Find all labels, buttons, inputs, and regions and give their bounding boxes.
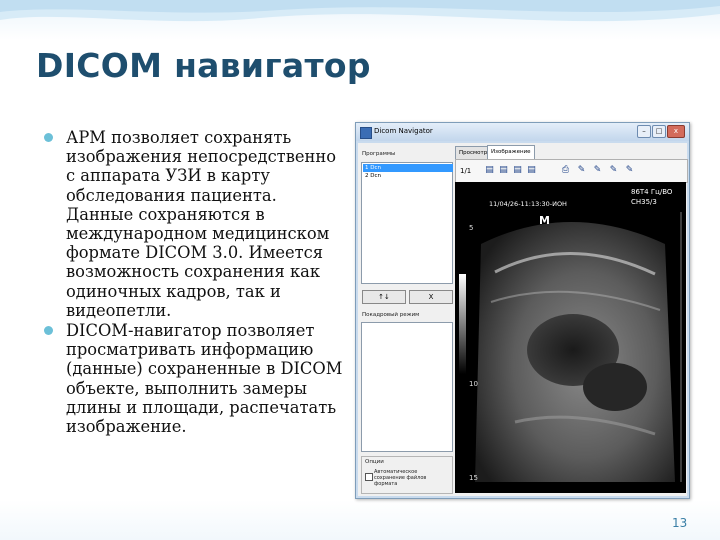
right-pane — [455, 146, 686, 494]
scan-parameters-1: 86Т4 Гц/BO — [631, 188, 673, 196]
slide-title: DICOM навигатор — [36, 46, 371, 85]
bullet-dot-icon — [44, 133, 53, 142]
bullet-dot-icon — [44, 326, 53, 335]
maximize-button[interactable]: □ — [652, 125, 666, 138]
autosave-label: Автоматическое сохранение файлов формата — [374, 469, 427, 487]
ultrasound-scan — [455, 182, 686, 493]
minimize-button[interactable]: – — [637, 125, 651, 138]
files-label: Программы — [362, 151, 396, 157]
bullet-item — [44, 321, 344, 436]
left-pane — [359, 146, 453, 494]
ultrasound-image[interactable] — [455, 182, 686, 493]
print-icon[interactable]: ⎙ — [561, 165, 570, 175]
frame-list[interactable] — [361, 322, 453, 452]
dicom-navigator-window — [355, 122, 690, 499]
remove-button[interactable]: X — [409, 290, 453, 304]
depth-label: 15 — [469, 474, 478, 482]
file-list[interactable] — [361, 162, 453, 284]
scan-header-text: 11/04/26-11:13:30-ИОН — [489, 200, 567, 208]
frames-label: Покадровый режим — [362, 312, 420, 318]
bullet-list — [44, 128, 344, 437]
move-up-button[interactable]: ↑↓ — [362, 290, 406, 304]
tab-image[interactable]: Изображение — [487, 145, 535, 160]
page-number: 13 — [672, 516, 688, 530]
window-title: Dicom Navigator — [374, 127, 433, 135]
window-titlebar — [356, 123, 689, 141]
tab-view[interactable]: Просмотр — [455, 146, 491, 160]
depth-label: 10 — [469, 380, 478, 388]
depth-label: 5 — [469, 224, 474, 232]
bullet-text: DICOM-навигатор позволяет просматривать информацию (данные) сохраненные в DICOM объекте, выполнить замеры длины и площади, распечатать изображение. — [66, 321, 343, 437]
options-group — [361, 456, 453, 494]
bullet-text: АРМ позволяет сохранять изображения непосредственно с аппарата УЗИ в карту обследования пациента. Данные сохраняются в международном медицинском формате DICOM 3.0. Имеется возможность сохранения как одиночных кадров, так и видеопетли. — [66, 128, 337, 320]
file-list-item[interactable]: 1 Dcn — [363, 164, 453, 172]
film-icon[interactable]: ▤ — [499, 165, 508, 175]
bullet-item — [44, 128, 344, 320]
ruler-icon[interactable]: ✎ — [577, 165, 586, 175]
close-button[interactable]: x — [667, 125, 685, 138]
options-label: Опции — [365, 459, 384, 465]
film-icon[interactable]: ▤ — [527, 165, 536, 175]
pen-icon[interactable]: ✎ — [625, 165, 634, 175]
file-list-item[interactable]: 2 Dcn — [365, 173, 381, 179]
film-icon[interactable]: ▤ — [485, 165, 494, 175]
scan-marker: M — [539, 214, 550, 227]
header-wave-decoration — [0, 0, 720, 40]
frame-counter: 1/1 — [460, 167, 472, 175]
autosave-checkbox[interactable] — [365, 473, 373, 481]
film-icon[interactable]: ▤ — [513, 165, 522, 175]
scan-parameters-2: CH35/3 — [631, 198, 657, 206]
app-icon — [360, 127, 372, 139]
area-icon[interactable]: ✎ — [609, 165, 618, 175]
image-toolbar — [455, 159, 688, 183]
ruler-icon[interactable]: ✎ — [593, 165, 602, 175]
window-body — [358, 143, 687, 496]
